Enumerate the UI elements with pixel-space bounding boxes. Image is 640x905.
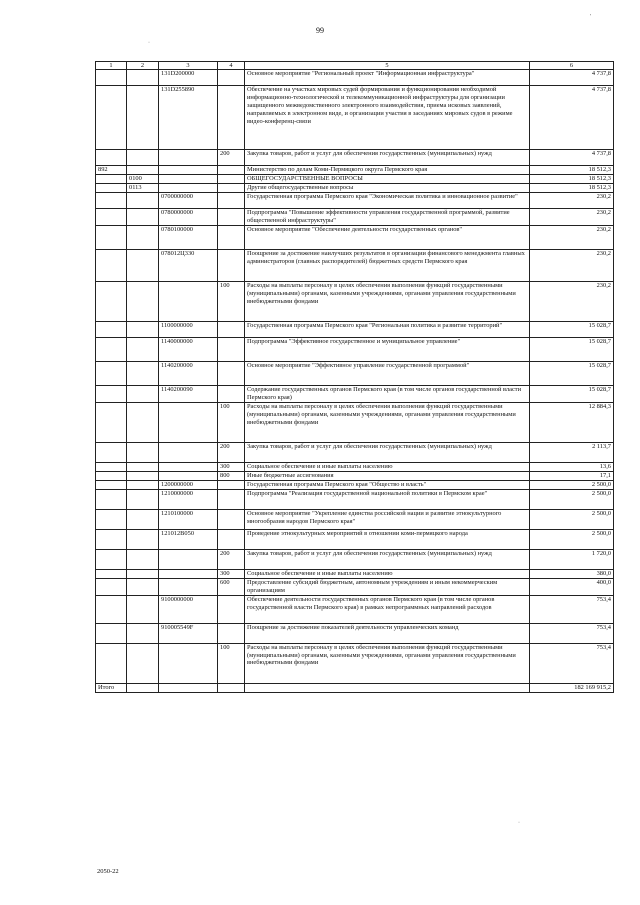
cell-c5: Подпрограмма "Реализация государственной национальной политики в Пермском крае" <box>245 489 530 509</box>
cell-c2 <box>127 209 159 226</box>
cell-c5: Государственная программа Пермского края "Экономическая политика и инновационное развитие" <box>245 193 530 209</box>
cell-c3 <box>159 462 218 471</box>
cell-c6: 380,0 <box>530 569 614 578</box>
cell-c4 <box>218 480 245 489</box>
cell-c6: 4 737,8 <box>530 86 614 150</box>
cell-c5: Министерство по делам Коми-Пермяцкого округа Пермского края <box>245 166 530 175</box>
cell-c5: Поощрение за достижение наилучших результатов в организации финансового менеджмента главных администраторов (главных распорядителей) бюджетных средств Пермского края <box>245 249 530 281</box>
cell-c4 <box>218 595 245 623</box>
cell-c1 <box>96 337 127 361</box>
cell-c1 <box>96 361 127 385</box>
cell-c4 <box>218 70 245 86</box>
cell-c2 <box>127 361 159 385</box>
cell-c5: Основное мероприятие "Обеспечение деятельности государственных органов" <box>245 225 530 249</box>
scan-mark: ' <box>590 14 592 20</box>
cell-c4 <box>218 175 245 184</box>
cell-c3 <box>159 166 218 175</box>
cell-c4 <box>218 184 245 193</box>
cell-c1 <box>96 549 127 569</box>
cell-c4 <box>218 209 245 226</box>
cell-c3 <box>159 150 218 166</box>
cell-c1 <box>96 209 127 226</box>
budget-table <box>95 61 614 693</box>
cell-c2 <box>127 442 159 462</box>
cell-c1 <box>96 529 127 549</box>
scan-mark: · <box>518 820 520 826</box>
cell-c1 <box>96 402 127 442</box>
cell-c4 <box>218 321 245 337</box>
cell-c1 <box>96 480 127 489</box>
cell-c5: Иные бюджетные ассигнования <box>245 471 530 480</box>
cell-c4: 200 <box>218 549 245 569</box>
table-row <box>96 578 614 595</box>
total-row <box>96 683 614 692</box>
cell-c5: Подпрограмма "Эффективное государственное и муниципальное управление" <box>245 337 530 361</box>
total-value: 182 169 915,2 <box>530 683 614 692</box>
header-cell: 5 <box>245 62 530 70</box>
cell-c2 <box>127 321 159 337</box>
cell-c6: 15 028,7 <box>530 321 614 337</box>
scan-mark: · <box>148 40 150 46</box>
cell-c4: 300 <box>218 462 245 471</box>
header-cell: 4 <box>218 62 245 70</box>
cell-c6: 18 512,3 <box>530 175 614 184</box>
table-row <box>96 569 614 578</box>
table-row <box>96 361 614 385</box>
cell-c6: 230,2 <box>530 193 614 209</box>
cell-c2: 0113 <box>127 184 159 193</box>
cell-c1 <box>96 86 127 150</box>
cell-c5: Социальное обеспечение и иные выплаты населению <box>245 569 530 578</box>
cell-c5: Содержание государственных органов Пермского края (в том числе органов государственной власти Пермского края) <box>245 385 530 402</box>
cell-c4 <box>218 489 245 509</box>
cell-c6: 17,1 <box>530 471 614 480</box>
cell-c5: Государственная программа Пермского края "Общество и власть" <box>245 480 530 489</box>
header-cell: 2 <box>127 62 159 70</box>
cell-c4: 800 <box>218 471 245 480</box>
cell-c2 <box>127 509 159 529</box>
cell-c5: Проведение этнокультурных мероприятий в отношении коми-пермяцкого народа <box>245 529 530 549</box>
cell-c5: Расходы на выплаты персоналу в целях обеспечения выполнения функций государственными (муниципальными) органами, казенными учреждениями, органами управления государственными внебюджетными фондами <box>245 402 530 442</box>
cell-c3 <box>159 402 218 442</box>
cell-c3: 1100000000 <box>159 321 218 337</box>
cell-c4 <box>218 225 245 249</box>
cell-c6: 753,4 <box>530 595 614 623</box>
cell-c5: Поощрение за достижение показателей деятельности управленческих команд <box>245 623 530 643</box>
cell-c2 <box>127 193 159 209</box>
cell-c3: 1140200090 <box>159 385 218 402</box>
cell-c2 <box>127 471 159 480</box>
cell-c6: 4 737,8 <box>530 150 614 166</box>
cell-c4 <box>218 385 245 402</box>
cell-c1 <box>96 442 127 462</box>
table-row <box>96 337 614 361</box>
cell-c3 <box>159 569 218 578</box>
cell-c3: 1140000000 <box>159 337 218 361</box>
cell-c2 <box>127 643 159 683</box>
table-row <box>96 509 614 529</box>
cell-c1 <box>96 489 127 509</box>
cell-c3: 910005549F <box>159 623 218 643</box>
cell-c3: 0700000000 <box>159 193 218 209</box>
cell-c2 <box>127 225 159 249</box>
cell-c2 <box>127 337 159 361</box>
cell-c3: 078012Ц330 <box>159 249 218 281</box>
cell-c3 <box>159 643 218 683</box>
cell-c3: 1210100000 <box>159 509 218 529</box>
cell-c1 <box>96 225 127 249</box>
cell-c5: Закупка товаров, работ и услуг для обеспечения государственных (муниципальных) нужд <box>245 442 530 462</box>
cell-c5: Подпрограмма "Повышение эффективности управления государственной программой, развитие общественной инфраструктуры" <box>245 209 530 226</box>
cell-c6: 753,4 <box>530 643 614 683</box>
table-row <box>96 595 614 623</box>
table-row <box>96 402 614 442</box>
cell-c3: 121012В050 <box>159 529 218 549</box>
cell-c6: 753,4 <box>530 623 614 643</box>
cell-c3: 1200000000 <box>159 480 218 489</box>
cell-c4 <box>218 166 245 175</box>
table-row <box>96 321 614 337</box>
cell-c4: 100 <box>218 281 245 321</box>
table-row <box>96 166 614 175</box>
cell-c6: 13,6 <box>530 462 614 471</box>
cell-c4 <box>218 529 245 549</box>
cell-c1 <box>96 249 127 281</box>
cell-c4: 600 <box>218 578 245 595</box>
cell-c5: Закупка товаров, работ и услуг для обеспечения государственных (муниципальных) нужд <box>245 549 530 569</box>
cell-c6: 230,2 <box>530 209 614 226</box>
cell-c3 <box>159 442 218 462</box>
cell-c4: 300 <box>218 569 245 578</box>
cell-c3 <box>159 471 218 480</box>
cell-c4 <box>218 249 245 281</box>
cell-c3: 131D200000 <box>159 70 218 86</box>
table-row <box>96 529 614 549</box>
cell-c6: 15 028,7 <box>530 337 614 361</box>
cell-c1 <box>96 281 127 321</box>
cell-c1 <box>96 193 127 209</box>
table-row <box>96 150 614 166</box>
cell-c6: 2 500,0 <box>530 480 614 489</box>
cell-c6: 15 028,7 <box>530 385 614 402</box>
cell-c1 <box>96 578 127 595</box>
cell-c1 <box>96 595 127 623</box>
cell-c6: 2 113,7 <box>530 442 614 462</box>
table-body <box>96 70 614 684</box>
table-row <box>96 442 614 462</box>
cell-c5: Предоставление субсидий бюджетным, автономным учреждениям и иным некоммерческим организациям <box>245 578 530 595</box>
cell-c6: 12 884,3 <box>530 402 614 442</box>
header-cell: 1 <box>96 62 127 70</box>
table-row <box>96 249 614 281</box>
cell-c4: 200 <box>218 442 245 462</box>
table-row <box>96 471 614 480</box>
cell-c1 <box>96 471 127 480</box>
cell-c1 <box>96 150 127 166</box>
cell-c5: Закупка товаров, работ и услуг для обеспечения государственных (муниципальных) нужд <box>245 150 530 166</box>
table-header-row <box>96 62 614 70</box>
table-row <box>96 209 614 226</box>
cell-c5: Обеспечение деятельности государственных органов Пермского края (в том числе органов государственной власти Пермского края) в рамках непрограммных направлений расходов <box>245 595 530 623</box>
cell-c5: Расходы на выплаты персоналу в целях обеспечения выполнения функций государственными (муниципальными) органами, казенными учреждениями, органами управления государственными внебюджетными фондами <box>245 643 530 683</box>
cell-c4 <box>218 509 245 529</box>
cell-c5: Другие общегосударственные вопросы <box>245 184 530 193</box>
cell-c2 <box>127 150 159 166</box>
footer-code: 2050-22 <box>97 868 119 875</box>
cell-c5: Основное мероприятие "Укрепление единства российской нации и развитие этнокультурного многообразия народов Пермского края" <box>245 509 530 529</box>
table-row <box>96 549 614 569</box>
cell-c3 <box>159 184 218 193</box>
cell-c6: 230,2 <box>530 281 614 321</box>
cell-c4 <box>218 193 245 209</box>
cell-c4 <box>218 361 245 385</box>
cell-c1 <box>96 385 127 402</box>
cell-c6: 2 500,0 <box>530 529 614 549</box>
header-cell: 6 <box>530 62 614 70</box>
cell-c3 <box>159 281 218 321</box>
cell-c3 <box>159 578 218 595</box>
table-row <box>96 193 614 209</box>
cell-c1: 892 <box>96 166 127 175</box>
cell-c6: 2 500,0 <box>530 489 614 509</box>
cell-c1 <box>96 184 127 193</box>
cell-c6: 230,2 <box>530 249 614 281</box>
table-row <box>96 623 614 643</box>
cell-c2 <box>127 281 159 321</box>
cell-c6: 15 028,7 <box>530 361 614 385</box>
cell-c5: Расходы на выплаты персоналу в целях обеспечения выполнения функций государственными (муниципальными) органами, казенными учреждениями, органами управления государственными внебюджетными фондами <box>245 281 530 321</box>
cell-c1 <box>96 569 127 578</box>
cell-c3: 0780100000 <box>159 225 218 249</box>
table-row <box>96 489 614 509</box>
cell-c5: Основное мероприятие "Эффективное управление государственной программой" <box>245 361 530 385</box>
cell-c5: Основное мероприятие "Региональный проект "Информационная инфраструктура" <box>245 70 530 86</box>
cell-c2 <box>127 462 159 471</box>
cell-c3: 9100000000 <box>159 595 218 623</box>
cell-c5: Социальное обеспечение и иные выплаты населению <box>245 462 530 471</box>
cell-c1 <box>96 321 127 337</box>
cell-c3 <box>159 175 218 184</box>
table-row <box>96 225 614 249</box>
table-row <box>96 480 614 489</box>
cell-c2 <box>127 402 159 442</box>
table-row <box>96 281 614 321</box>
table-row <box>96 175 614 184</box>
cell-c6: 2 500,0 <box>530 509 614 529</box>
cell-c2 <box>127 249 159 281</box>
cell-c2 <box>127 595 159 623</box>
cell-c5: Обеспечение на участках мировых судей формирования и функционирования необходимой информационно-технологической и телекоммуникационной инфраструктуры для организации защищенного межведомственного электронного взаимодействия, приема исковых заявлений, направляемых в электронном виде, и организации участия в заседаниях мировых судов в режиме видео-конференц-связи <box>245 86 530 150</box>
cell-c1 <box>96 462 127 471</box>
cell-c6: 230,2 <box>530 225 614 249</box>
cell-c4 <box>218 623 245 643</box>
cell-c2 <box>127 70 159 86</box>
cell-c3 <box>159 549 218 569</box>
table-row <box>96 184 614 193</box>
cell-c4 <box>218 337 245 361</box>
table-row <box>96 462 614 471</box>
cell-c4 <box>218 86 245 150</box>
cell-c6: 18 512,3 <box>530 166 614 175</box>
cell-c1 <box>96 623 127 643</box>
cell-c4: 100 <box>218 402 245 442</box>
cell-c3: 131D255890 <box>159 86 218 150</box>
table-row <box>96 643 614 683</box>
cell-c6: 4 737,8 <box>530 70 614 86</box>
cell-c5: Государственная программа Пермского края "Региональная политика и развитие территорий" <box>245 321 530 337</box>
table-row <box>96 86 614 150</box>
cell-c2 <box>127 385 159 402</box>
cell-c1 <box>96 175 127 184</box>
cell-c2 <box>127 578 159 595</box>
table-row <box>96 385 614 402</box>
cell-c2 <box>127 623 159 643</box>
cell-c2 <box>127 529 159 549</box>
cell-c2 <box>127 86 159 150</box>
cell-c1 <box>96 509 127 529</box>
cell-c6: 400,0 <box>530 578 614 595</box>
cell-c6: 18 512,3 <box>530 184 614 193</box>
cell-c3: 1140200000 <box>159 361 218 385</box>
total-label: Итого <box>96 683 127 692</box>
cell-c2 <box>127 489 159 509</box>
page-number: 99 <box>316 26 324 35</box>
cell-c2 <box>127 569 159 578</box>
cell-c5: ОБЩЕГОСУДАРСТВЕННЫЕ ВОПРОСЫ <box>245 175 530 184</box>
cell-c3: 1210000000 <box>159 489 218 509</box>
cell-c2 <box>127 549 159 569</box>
cell-c2: 0100 <box>127 175 159 184</box>
cell-c1 <box>96 643 127 683</box>
cell-c3: 0780000000 <box>159 209 218 226</box>
cell-c4: 200 <box>218 150 245 166</box>
cell-c6: 1 720,0 <box>530 549 614 569</box>
table-row <box>96 70 614 86</box>
cell-c2 <box>127 166 159 175</box>
cell-c1 <box>96 70 127 86</box>
cell-c2 <box>127 480 159 489</box>
cell-c4: 100 <box>218 643 245 683</box>
header-cell: 3 <box>159 62 218 70</box>
